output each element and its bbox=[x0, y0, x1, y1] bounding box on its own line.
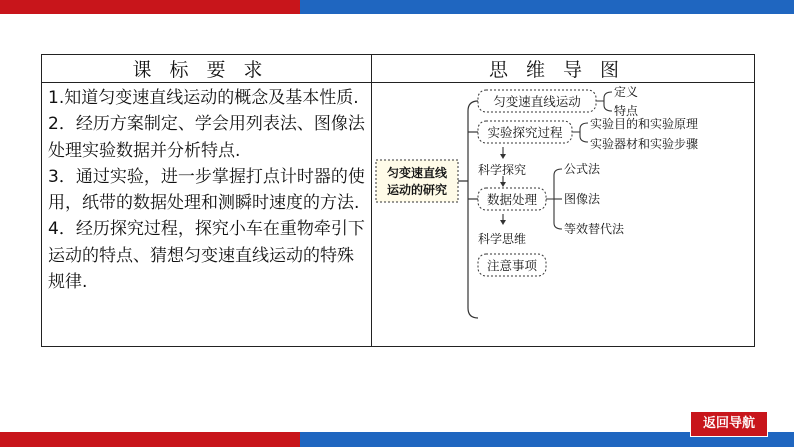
curriculum-table bbox=[41, 54, 755, 347]
top-bar-blue bbox=[300, 0, 794, 14]
bottom-color-bar bbox=[0, 432, 794, 447]
mindmap-label-inquiry: 科学探究 bbox=[478, 163, 527, 177]
mindmap-arrow-1-head bbox=[500, 154, 506, 159]
mindmap-motion-brace bbox=[596, 92, 612, 111]
mindmap-experiment-purpose: 实验目的和实验原理 bbox=[590, 117, 699, 131]
mindmap-branch-notes: 注意事项 bbox=[486, 258, 538, 273]
requirement-2: 2．经历方案制定、学会用列表法、图像法处理实验数据并分析特点. bbox=[48, 114, 365, 161]
mindmap-motion-feature: 特点 bbox=[614, 104, 639, 118]
requirement-3: 3．通过实验，进一步掌握打点计时器的使用，纸带的数据处理和测瞬时速度的方法. bbox=[48, 166, 365, 214]
mindmap-root-line2: 运动的研究 bbox=[386, 183, 448, 197]
mindmap-data-graph: 图像法 bbox=[564, 192, 601, 206]
mindmap-label-thinking: 科学思维 bbox=[478, 232, 527, 246]
mindmap-experiment-brace bbox=[572, 123, 588, 142]
mindmap-arrow-3-head bbox=[500, 220, 506, 225]
mindmap-branch-motion: 匀变速直线运动 bbox=[493, 94, 581, 109]
mindmap-root-line1: 匀变速直线 bbox=[386, 166, 448, 180]
mindmap-data-substitution: 等效替代法 bbox=[564, 222, 625, 236]
top-color-bar bbox=[0, 0, 794, 14]
mindmap-arrow-2-head bbox=[500, 182, 506, 187]
back-to-nav-button[interactable]: 返回导航 bbox=[690, 411, 768, 437]
bottom-bar-red bbox=[0, 432, 300, 447]
top-bar-red bbox=[0, 0, 300, 14]
mindmap-cell bbox=[372, 83, 755, 347]
header-mindmap: 思维导图 bbox=[372, 55, 755, 83]
mindmap-main-brace bbox=[458, 101, 478, 318]
requirement-1: 1.知道匀变速直线运动的概念及基本性质. bbox=[48, 88, 359, 108]
requirement-4: 4．经历探究过程，探究小车在重物牵引下运动的特点、猜想匀变速直线运动的特殊规律. bbox=[48, 219, 365, 293]
mindmap-diagram bbox=[372, 83, 756, 346]
header-requirements: 课标要求 bbox=[42, 55, 372, 83]
mindmap-branch-data: 数据处理 bbox=[486, 192, 538, 207]
mindmap-motion-definition: 定义 bbox=[614, 85, 639, 99]
mindmap-data-formula: 公式法 bbox=[564, 162, 601, 176]
requirements-cell bbox=[42, 83, 372, 347]
requirements-list bbox=[42, 83, 371, 295]
mindmap-branch-experiment: 实验探究过程 bbox=[487, 125, 563, 140]
mindmap-experiment-equipment: 实验器材和实验步骤 bbox=[590, 137, 699, 151]
